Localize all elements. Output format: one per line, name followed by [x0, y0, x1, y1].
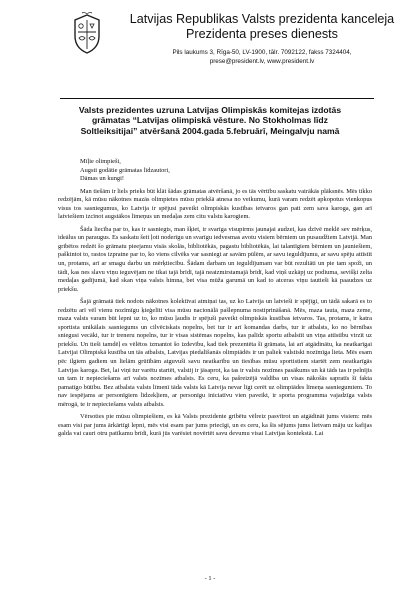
salutation-line: Augsti godātie grāmatas līdzautori,	[80, 166, 170, 174]
salutation-line: Mīļie olimpieši,	[80, 158, 121, 165]
header-divider	[60, 98, 374, 99]
paragraph: Vērsoties pie mūsu olimpiešiem, es kā Valsts prezidente gribētu vēlreiz pasvītrot un atgādināt jums visiem: mēs esam visi par jums ārkārtīgi lepni, mēs visi esam par jums priecīgi, un es ceru, ka šis sējums jums lietvam māju uz kafijas galda vai cauri otru patīkamu brīdi, kurā jūs varēsiet novērtēt savu devumu visai Latvijas kontekstā. Lai	[58, 413, 372, 438]
document-headline	[40, 105, 380, 136]
contact-line: prese@president.lv, www.president.lv	[209, 58, 315, 65]
speech-body	[58, 158, 372, 439]
coat-of-arms-icon	[70, 12, 104, 56]
headline-line: Soltleiksitijai” atvēršanā 2004.gada 5.februārī, Meingalvju namā	[80, 125, 340, 136]
headline-line: Valsts prezidentes uzruna Latvijas Olimpiskās komitejas izdotās	[78, 105, 342, 115]
paragraph: Šāda liecība par to, kas ir sasniegts, man šķiet, ir svarīga visupirms jaunajai audzei, kas dzīvē meklē sev mērķus, ideālus un paraugus. Es saskatu šeit ļoti noderīgu un svarīgu iedvesmas avotu visiem bērniem un pusaudžiem Latvijā. Man gribētos redzēt šo grāmatu pieejamu visās skolās, bibliotēkās, pagastu bibliotēkās, lai talantīgiem bērniem un jauniešiem, paškintot to, rastos izpratne par to, ko viens cilvēks var sasniegt ar savām pūlēm, ar savu ieguldījumu, ar savu spēju attīstīt un, protams, arī ar smagu darbu un mērķtiecību. Šādam darbam un ieguldījumam var būt rezultāti un pie tam spoži, un tādi, kas nes slavu viņu ieguvējam ne tikai tajā brīdī, tajā neaizmirstamajā brīdī, kad viņš uzkāpj uz podiuma, sevišķi zelta medaļas gadījumā, kad skan viņa valsts himna, bet visa mūža garumā un kad to atceras viņu tautieši kā paaudzes uz priekšu.	[58, 225, 372, 293]
headline-line: grāmatas “Latvijas olimpiskā vēsture. No Stokholmas līdz	[92, 115, 328, 126]
address-line: Pils laukums 3, Rīga-50, LV-1900, tālr. 7092122, fakss 7324404,	[172, 49, 352, 56]
department-name: Prezidenta preses dienests	[186, 27, 338, 41]
organization-block	[112, 12, 412, 66]
page-number: - 1 -	[204, 575, 216, 582]
salutation	[58, 158, 372, 184]
salutation-line: Dāmas un kungi!	[80, 175, 125, 183]
organization-name: Latvijas Republikas Valsts prezidenta kanceleja	[129, 12, 395, 26]
paragraph: Man tiešām ir liels prieks būt klāt šādas grāmatas atvēršanā, jo es tās vērtību saskatu vairākās plāksnēs. Mēs tikko redzējām, kā mūsu nākotnes mazās olimpietes mūsu priekšā atnesa no veikumu, kurā varam redzēt apkopotus vienkopus visus tos sasniegumus, ko Latvija ir spējusi paveikt olimpiskās kustības ietvaros gan pati zem sava karoga, gan arī latviešiem izcīnot augstākos līmeņus un medaļas zem citu valstu karogiem.	[58, 187, 372, 221]
paragraph: Šajā grāmatā tiek nodots nākotnes kolektīvai atmiņai tas, uz ko Latvija un latvieši ir spējīgi, un tādā sakarā es to redzētu arī vēl vienu nozīmīgu ķieģelīti visa mūsu nacionālā pašlepnuma nostiprināšanā. Mēs, maza tauta, maza zeme, maza valsts varam būt lepni uz to, ko mūsu ļaudis ir spējuši paveikt olimpiskās kustības ietvaros. Tas, protams, ir katra sportista unikālais sasniegums un cilvēciskais nopelns, bet tur ir arī komandas darbs, tur ir atbalsts, ko no bērnības sniegusi vecāki, tur ir treneru nopelns, tur ir visas sistēmas nopelns, kas palīdz sportu atbalstīt un viņa attīstību virzīt uz priekšu. Un tieši tamdēļ es vēlētos izmantot šo izdevību, kad tiek prezentēta šī grāmata, lai arī atgādinātu, ka neatkarīgai Latvijai Olimpiskā kustība un tās atbalsts, Latvijas piedalīšanās olimpiādēs ir un paliek valstiski nozīmīga lieta. Mēs esam pēc ilgiem gadiem un lielām grūtībām atguvuši savu neatkarību un tiesības mūsu sportistiem startēt zem neatkarīgās Latvijas karoga. Bet, lai viņi tur varētu startēt, valstij ir jāsaprot, ka tas ir valsts nozīmes pasākums un kā tāds tas ir pelnījis un tam ir nepieciešams arī valsts nozīmes atbalsts. Es ceru, ka pašreizējā valdība un visas nākošās sapratīs šī fakta pamatīgo būtību. Bez atbalsta valsts līmenī tāda valsts kā Latvija nevar līgt cerēt uz olimpiādes līmeņa sasniegumiem. To nav iespējams ar personīgiem līdzekļiem, ar personīgu iniciatīvu vien paveikt, ir sporta programma vajadzīga valsts mērogā, te ir nepieciešams valsts atbalsts.	[58, 298, 372, 408]
